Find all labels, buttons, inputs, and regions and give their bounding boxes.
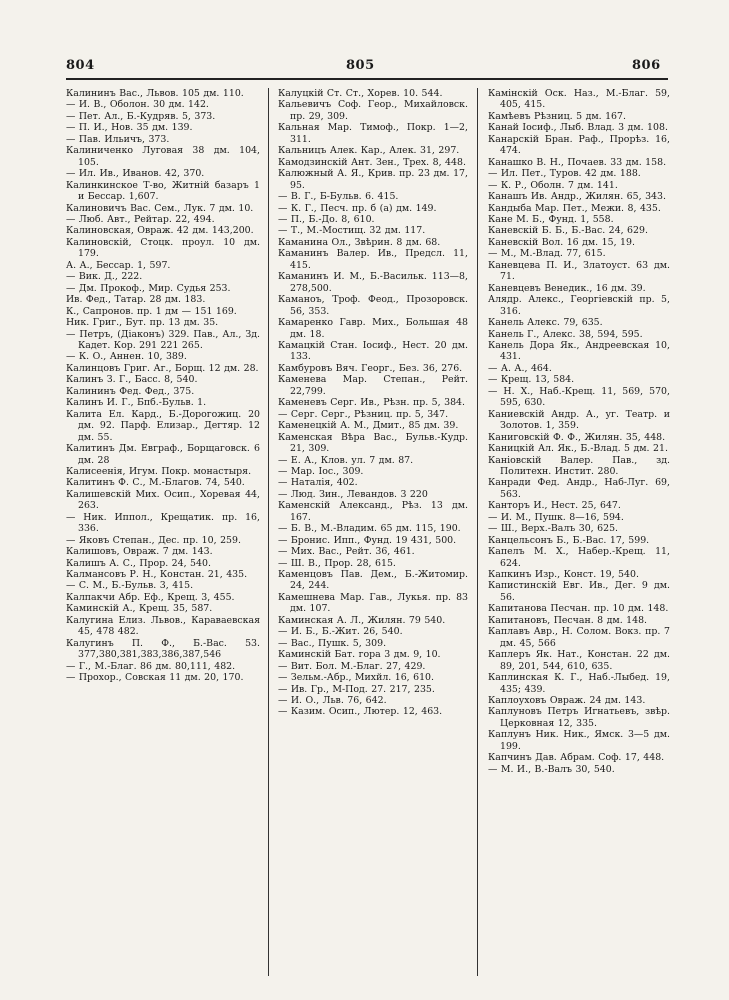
directory-entry: — П. И., Нов. 35 дм. 139. [66,122,193,134]
directory-entry: — Пав. Ильичъ, 373. [66,133,170,145]
directory-entry: Капкинъ Изр., Конст. 19, 540. [488,569,639,581]
directory-entry: А. А., Бессар. 1, 597. [66,259,171,271]
directory-entry: Капчинъ Дав. Абрам. Соф. 17, 448. [488,752,665,764]
directory-entry: Калишъ А. С., Прор. 24, 540. [66,557,211,569]
directory-entry: Калитинъ Дм. Евграф., Борщаговск. 6 дм. 28 [66,443,260,466]
directory-entry: Канашко В. Н., Почаев. 33 дм. 158. [488,156,667,168]
directory-entry: Каплоуховъ Овраж. 24 дм. 143. [488,695,646,707]
directory-entry: — Серг. Серг., Рѣзниц. пр. 5, 347. [278,408,449,420]
directory-entry: — Б. В., М.-Владим. 65 дм. 115, 190. [278,523,461,535]
directory-entry: — Мар. Іос., 309. [278,465,364,477]
directory-entry: Канель Дора Як., Андреевская 10, 431. [488,339,670,363]
directory-entry: Канай Іосиф., Лыб. Влад. 3 дм. 108. [488,122,668,134]
directory-entry: Калитинъ Ф. С., М.-Благов. 74, 540. [66,477,245,489]
directory-entry: Каневскій Б. Б., Б.-Вас. 24, 629. [488,225,648,237]
directory-entry: Каминскій А., Крещ. 35, 587. [66,603,213,615]
directory-entry: Калита Ел. Кард., Б.-Дорогожиц. 20 дм. 92. Парф. Елизар., Дегтяр. 12 дм. 55. [66,408,260,443]
directory-entry: — В. Г., Б-Бульв. 6. 415. [278,191,399,203]
directory-entry: Калишевскій Мих. Осип., Хоревая 44, 263. [66,488,260,512]
directory-entry: — Вик. Д., 222. [66,271,143,283]
directory-entry: — Е. А., Клов. ул. 7 дм. 87. [278,454,414,466]
directory-entry: — Вас., Пушк. 5, 309. [278,637,387,649]
column-divider [268,88,269,976]
directory-entry: Калиновскій, Стоцк. проул. 10 дм. 179. [66,236,260,260]
directory-entry: — А. А., 464. [488,362,552,374]
directory-entry: Камодзинскій Ант. Зен., Трех. 8, 448. [278,156,466,168]
directory-entry: Каневцевъ Венедик., 16 дм. 39. [488,282,646,294]
directory-entry: Каменскій Александ., Рѣз. 13 дм. 167. [278,500,468,523]
page-number-right: 806 [632,58,661,73]
directory-entry: — К. Г., Песч. пр. б (а) дм. 149. [278,202,437,214]
directory-entry: Каманоъ, Троф. Феод., Прозоровск. 56, 353. [278,294,468,317]
directory-entry: Канарскій Бран. Раф., Прорѣз. 16, 474. [488,133,670,157]
directory-entry: Каменецкій А. М., Дмит., 85 дм. 39. [278,420,459,432]
directory-entry: Капитанова Песчан. пр. 10 дм. 148. [488,603,669,615]
directory-entry: Кальевичъ Соф. Геор., Михайловск. пр. 29, 309. [278,99,468,122]
directory-entry: Калугина Елиз. Львов., Караваевская 45, 478 482. [66,614,260,638]
column-middle [278,88,468,988]
directory-entry: Калининъ Фед. Фед., 375. [66,385,195,397]
directory-entry: Алядр. Алекс., Георгіевскій пр. 5, 316. [488,294,670,317]
directory-entry: Калпакчи Абр. Еф., Крещ. 3, 455. [66,591,235,603]
directory-entry: — Бронис. Ипп., Фунд. 19 431, 500. [278,534,457,546]
directory-entry: — Петръ, (Діаконъ) 329. Пав., Ал., Зд. Кадет. Кор. 291 221 265. [66,328,260,351]
directory-entry: Калиновская, Овраж. 42 дм. 143,200. [66,225,254,237]
directory-entry: — Г., М.-Благ. 86 дм. 80,111, 482. [66,660,236,672]
directory-entry: — Прохор., Совская 11 дм. 20, 170. [66,672,244,684]
directory-entry: — Ш. В., Прор. 28, 615. [278,557,396,569]
directory-entry: Калмансовъ Р. Н., Констан. 21, 435. [66,569,248,581]
directory-entry: Каменцовъ Пав. Дем., Б.-Житомир. 24, 244. [278,569,468,592]
directory-entry: — Казим. Осип., Лютер. 12, 463. [278,706,443,718]
directory-entry: Канради Фед. Андр., Наб-Луг. 69, 563. [488,477,670,500]
directory-entry: Кальная Мар. Тимоф., Покр. 1—2, 311. [278,122,468,145]
directory-entry: — И. О., Льв. 76, 642. [278,695,387,707]
directory-entry: Калуцкій Ст. Ст., Хорев. 10. 544. [278,88,443,99]
directory-entry: Каніовскій Валер. Пав., зд. Политехн. Инстит. 280. [488,454,670,477]
directory-entry: — И. М., Пушк. 8—16, 594. [488,511,624,523]
directory-entry: Калисеенія, Игум. Покр. монастыря. [66,465,252,477]
column-left [66,88,260,988]
directory-entry: Камаренко Гавр. Мих., Большая 48 дм. 18. [278,317,468,340]
directory-entry: Калинцовъ Григ. Аг., Борщ. 12 дм. 28. [66,362,259,374]
directory-entry: Калининъ Вас., Львов. 105 дм. 110. [66,88,244,99]
directory-entry: Каменевъ Серг. Ив., Рѣзн. пр. 5, 384. [278,397,465,409]
directory-entry: Каневцева П. И., Златоуст. 63 дм. 71. [488,259,670,283]
directory-entry: Капелъ М. Х., Набер.-Крещ. 11, 624. [488,546,670,569]
directory-entry: Канцельсонъ Б., Б.-Вас. 17, 599. [488,534,650,546]
directory-entry: Кальницъ Алек. Кар., Алек. 31, 297. [278,145,460,157]
directory-entry: — Н. Х., Наб.-Крещ. 11, 569, 570, 595, 630. [488,385,670,409]
directory-entry: Каплавъ Авр., Н. Солом. Вокз. пр. 7 дм. 45, 566 [488,626,670,649]
directory-entry: Калиновичъ Вас. Сем., Лук. 7 дм. 10. [66,202,254,214]
directory-entry: — Яковъ Степан., Дес. пр. 10, 259. [66,534,241,546]
directory-entry: Кане М. Б., Фунд. 1, 558. [488,213,614,225]
directory-entry: Канторъ И., Нест. 25, 647. [488,500,621,512]
directory-entry: Канель Алекс. 79, 635. [488,317,603,329]
page-number-middle: 805 [346,58,375,73]
directory-entry: Каминскій Бат. гора 3 дм. 9, 10. [278,649,441,661]
directory-entry: Каманинъ И. М., Б.-Васильк. 113—8, 278,500. [278,271,468,294]
directory-entry: — М., М.-Влад. 77, 615. [488,248,606,260]
directory-entry: Каниевскій Андр. А., уг. Театр. и Золотов. 1, 359. [488,408,670,432]
directory-entry: Каманина Ол., Звѣрин. 8 дм. 68. [278,236,441,248]
directory-entry: Калюжный А. Я., Крив. пр. 23 дм. 17, 95. [278,168,468,191]
directory-entry: — Т., М.-Мостищ. 32 дм. 117. [278,225,426,237]
directory-entry: Капистинскій Евг. Ив., Дег. 9 дм. 56. [488,580,670,603]
directory-entry: Камбуровъ Вяч. Георг., Без. 36, 276. [278,362,463,374]
directory-entry: — И. В., Оболон. 30 дм. 142. [66,99,209,111]
directory-entry: — Ил. Ив., Иванов. 42, 370. [66,168,205,180]
directory-entry: — М. И., В.-Валъ 30, 540. [488,763,615,775]
directory-entry: Каниговскій Ф. Ф., Жилян. 35, 448. [488,431,666,443]
directory-entry: Каманинъ Валер. Ив., Предсл. 11, 415. [278,248,468,271]
directory-entry: — К. Р., Оболн. 7 дм. 141. [488,179,618,191]
directory-entry: Камешнева Мар. Гав., Лукья. пр. 83 дм. 107. [278,591,468,615]
directory-entry: Ник. Григ., Бут. пр. 13 дм. 35. [66,317,219,329]
directory-entry: Каплунъ Ник. Ник., Ямск. 3—5 дм. 199. [488,729,670,752]
directory-entry: Камѣевъ Рѣзниц. 5 дм. 167. [488,110,626,122]
directory-entry: — Люд. Зин., Левандов. 3 220 [278,488,428,500]
directory-entry: — Ш., Верх.-Валъ 30, 625. [488,523,619,535]
directory-entry: Камацкій Стан. Іосиф., Нест. 20 дм. 133. [278,339,468,363]
directory-entry: — Дм. Прокоф., Мир. Судья 253. [66,282,231,294]
directory-entry: Канель Г., Алекс. 38, 594, 595. [488,328,643,340]
directory-entry: Калинъ З. Г., Басс. 8, 540. [66,374,198,386]
column-divider [477,88,478,976]
directory-entry: Каминская А. Л., Жилян. 79 540. [278,614,446,626]
directory-entry: — И. Б., Б.-Жит. 26, 540. [278,626,403,638]
page-number-left: 804 [66,58,95,73]
header-rule [66,78,668,80]
directory-entry: Ив. Фед., Татар. 28 дм. 183. [66,294,206,306]
directory-entry: — Ив. Гр., М-Под. 27. 217, 235. [278,683,435,695]
directory-entry: Канашъ Ив. Андр., Жилян. 65, 343. [488,191,666,203]
directory-entry: Каневскій Вол. 16 дм. 15, 19. [488,236,635,248]
directory-entry: Кандыба Мар. Пет., Межи. 8, 435. [488,202,661,214]
directory-entry: — К. О., Аннен. 10, 389. [66,351,187,363]
directory-entry: Каплинская К. Г., Наб.-Лыбед. 19, 435; 439. [488,672,670,695]
directory-entry: — Зельм.-Абр., Михйл. 16, 610. [278,672,434,684]
directory-entry: — Крещ. 13, 584. [488,374,575,386]
directory-entry: — Мих. Вас., Рейт. 36, 461. [278,546,415,558]
directory-entry: Калугинъ П. Ф., Б.-Вас. 53. 377,380,381,383,386,387,546 [66,637,260,661]
directory-entry: Каменева Мар. Степан., Рейт. 22,799. [278,374,468,397]
directory-entry: — С. М., Б.-Бульв. 3, 415. [66,580,194,592]
directory-entry: — Вит. Бол. М.-Благ. 27, 429. [278,660,426,672]
directory-entry: Калинкинское Т-во, Житній базаръ 1 и Бессар. 1,607. [66,179,260,203]
directory-entry: Капитановъ, Песчан. 8 дм. 148. [488,614,648,626]
directory-entry: Калинъ И. Г., Бпб.-Бульв. 1. [66,397,207,409]
directory-entry: Каницкій Ал. Як., Б.-Влад. 5 дм. 21. [488,443,668,455]
directory-entry: Каплеръ Як. Нат., Констан. 22 дм. 89, 201, 544, 610, 635. [488,649,670,672]
directory-entry: — Люб. Авт., Рейтар. 22, 494. [66,213,215,225]
directory-entry: — Наталія, 402. [278,477,358,489]
directory-entry: Каменская Вѣра Вас., Бульв.-Кудр. 21, 309. [278,431,468,455]
column-right [488,88,670,988]
directory-entry: Калишовъ, Овраж. 7 дм. 143. [66,546,213,558]
directory-entry: — Пет. Ал., Б.-Кудряв. 5, 373. [66,110,216,122]
directory-entry: Камінскій Оск. Наз., М.-Благ. 59, 405, 415. [488,88,670,111]
directory-entry: К., Сапронов. пр. 1 дм — 151 169. [66,305,237,317]
directory-entry: — Ник. Иппол., Крещатик. пр. 16, 336. [66,511,260,535]
directory-entry: Калиниченко Луговая 38 дм. 104, 105. [66,145,260,168]
directory-entry: — П., Б.-До. 8, 610. [278,213,375,225]
directory-entry: Каплуновъ Петръ Игнатьевъ, звѣр. Церковная 12, 335. [488,706,670,729]
directory-entry: — Ил. Пет., Туров. 42 дм. 188. [488,168,641,180]
